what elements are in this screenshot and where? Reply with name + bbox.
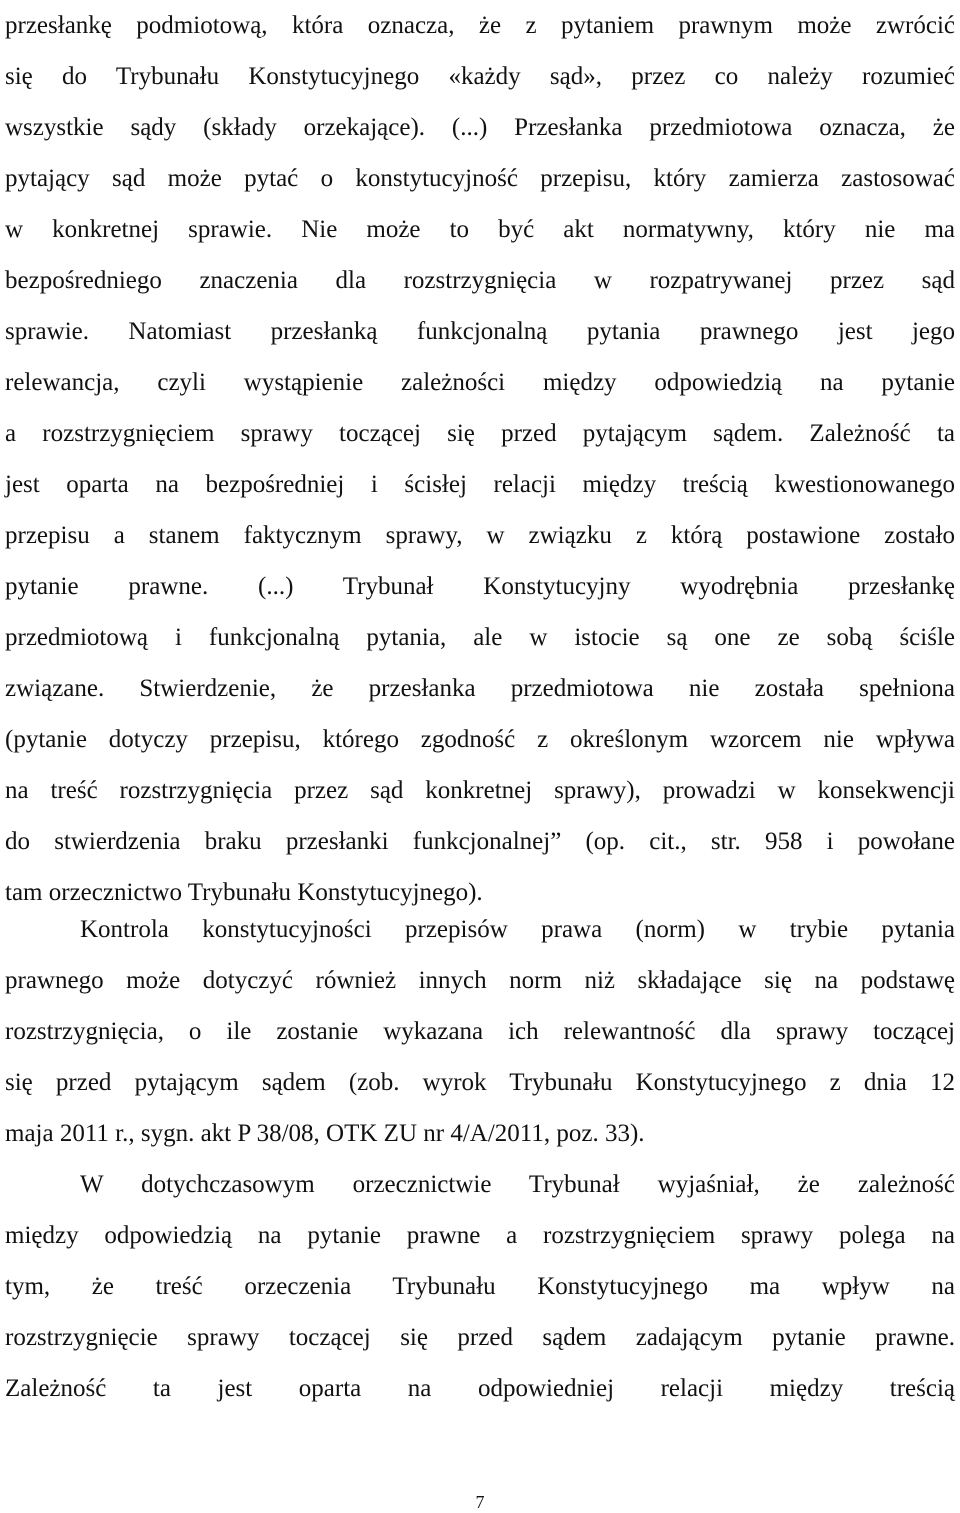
paragraph: [5, 0, 955, 918]
text-line: pytający sąd może pytać o konstytucyjność przepisu, który zamierza zastosować: [5, 165, 955, 192]
text-line: pytanie prawne. (...) Trybunał Konstytucyjny wyodrębnia przesłankę: [5, 573, 955, 600]
text-line: wszystkie sądy (składy orzekające). (...) Przesłanka przedmiotowa oznacza, że: [5, 114, 955, 141]
paragraph: [5, 1159, 955, 1414]
text-line: maja 2011 r., sygn. akt P 38/08, OTK ZU nr 4/A/2011, poz. 33).: [5, 1120, 645, 1147]
text-line: w konkretnej sprawie. Nie może to być akt normatywny, który nie ma: [5, 216, 955, 243]
text-line: (pytanie dotyczy przepisu, którego zgodność z określonym wzorcem nie wpływa: [5, 726, 955, 753]
text-line: W dotychczasowym orzecznictwie Trybunał wyjaśniał, że zależność: [80, 1171, 955, 1198]
text-line: między odpowiedzią na pytanie prawne a rozstrzygnięciem sprawy polega na: [5, 1222, 955, 1249]
text-line: do stwierdzenia braku przesłanki funkcjonalnej” (op. cit., str. 958 i powołane: [5, 828, 955, 855]
text-line: tym, że treść orzeczenia Trybunału Konstytucyjnego ma wpływ na: [5, 1273, 955, 1300]
text-line: Kontrola konstytucyjności przepisów prawa (norm) w trybie pytania: [80, 916, 955, 943]
text-line: rozstrzygnięcia, o ile zostanie wykazana ich relewantność dla sprawy toczącej: [5, 1018, 955, 1045]
text-line: a rozstrzygnięciem sprawy toczącej się przed pytającym sądem. Zależność ta: [5, 420, 955, 447]
text-line: rozstrzygnięcie sprawy toczącej się przed sądem zadającym pytanie prawne.: [5, 1324, 955, 1351]
text-line: tam orzecznictwo Trybunału Konstytucyjnego).: [5, 879, 483, 906]
text-line: prawnego może dotyczyć również innych norm niż składające się na podstawę: [5, 967, 955, 994]
text-line: relewancja, czyli wystąpienie zależności między odpowiedzią na pytanie: [5, 369, 955, 396]
text-line: sprawie. Natomiast przesłanką funkcjonalną pytania prawnego jest jego: [5, 318, 955, 345]
text-line: jest oparta na bezpośredniej i ścisłej relacji między treścią kwestionowanego: [5, 471, 955, 498]
text-line: na treść rozstrzygnięcia przez sąd konkretnej sprawy), prowadzi w konsekwencji: [5, 777, 955, 804]
text-line: Zależność ta jest oparta na odpowiedniej relacji między treścią: [5, 1375, 955, 1402]
text-line: przepisu a stanem faktycznym sprawy, w związku z którą postawione zostało: [5, 522, 955, 549]
text-line: przesłankę podmiotową, która oznacza, że z pytaniem prawnym może zwrócić: [5, 12, 955, 39]
text-line: przedmiotową i funkcjonalną pytania, ale w istocie są one ze sobą ściśle: [5, 624, 955, 651]
text-line: związane. Stwierdzenie, że przesłanka przedmiotowa nie została spełniona: [5, 675, 955, 702]
text-line: bezpośredniego znaczenia dla rozstrzygnięcia w rozpatrywanej przez sąd: [5, 267, 955, 294]
page-number: 7: [475, 1492, 485, 1512]
text-line: się przed pytającym sądem (zob. wyrok Trybunału Konstytucyjnego z dnia 12: [5, 1069, 955, 1096]
text-line: się do Trybunału Konstytucyjnego «każdy sąd», przez co należy rozumieć: [5, 63, 955, 90]
paragraph: [5, 904, 955, 1159]
